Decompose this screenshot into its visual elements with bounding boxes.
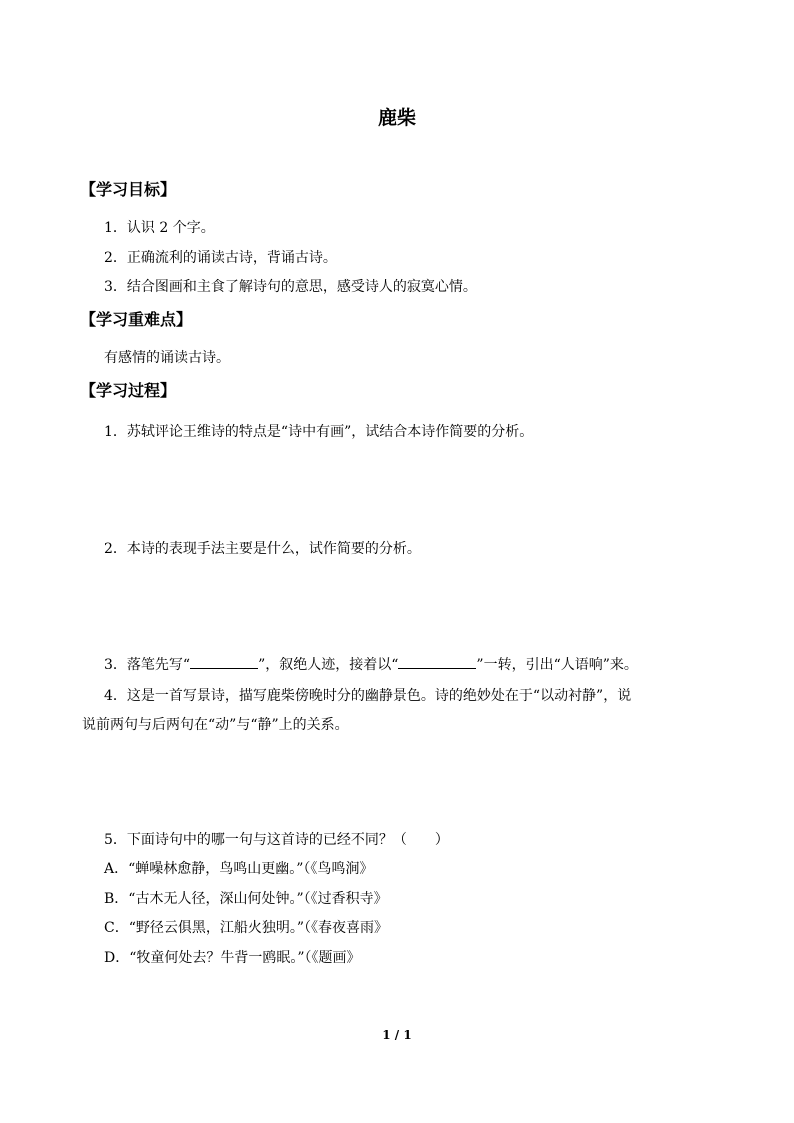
question-2: 2．本诗的表现手法主要是什么，试作简要的分析。 [104,541,421,557]
question-4-line-2: 说前两句与后两句在“动”与“静”上的关系。 [82,717,349,733]
goal-item-2: 2．正确流利的诵读古诗，背诵古诗。 [104,250,337,266]
question-3 [104,654,638,676]
question-3-part-a: 3．落笔先写“ [104,657,191,673]
question-3-part-b: ”，叙绝人迹，接着以“ [258,657,399,673]
section-heading-key-points: 【学习重难点】 [80,310,193,329]
option-c: C．“野径云俱黑，江船火独明。”（《春夜喜雨》 [104,920,389,936]
goal-item-1: 1．认识 2 个字。 [104,220,215,236]
section-heading-goals: 【学习目标】 [80,180,177,199]
option-d: D．“牧童何处去？牛背一鸥眠。”（《题画》 [104,950,361,966]
question-1: 1．苏轼评论王维诗的特点是“诗中有画”，试结合本诗作简要的分析。 [104,424,534,440]
page-title: 鹿柴 [377,107,416,129]
key-points-text: 有感情的诵读古诗。 [104,350,230,366]
page-number: 1 / 1 [382,1028,412,1042]
question-4-line-1: 4．这是一首写景诗，描写鹿柴傍晚时分的幽静景色。诗的绝妙处在于“以动衬静”，说 [104,688,632,704]
answer-blank-1[interactable] [190,654,258,669]
goal-item-3: 3．结合图画和主食了解诗句的意思，感受诗人的寂寞心情。 [104,279,477,295]
question-5: 5．下面诗句中的哪一句与这首诗的已经不同？（ ） [104,832,449,848]
option-a: A．“蝉噪林愈静，鸟鸣山更幽。”（《鸟鸣涧》 [104,861,374,877]
option-b: B．“古木无人径，深山何处钟。”（《过香积寺》 [104,891,388,907]
question-3-part-c: ”一转，引出“人语响”来。 [476,657,638,673]
answer-blank-2[interactable] [398,654,476,669]
section-heading-process: 【学习过程】 [80,381,177,400]
